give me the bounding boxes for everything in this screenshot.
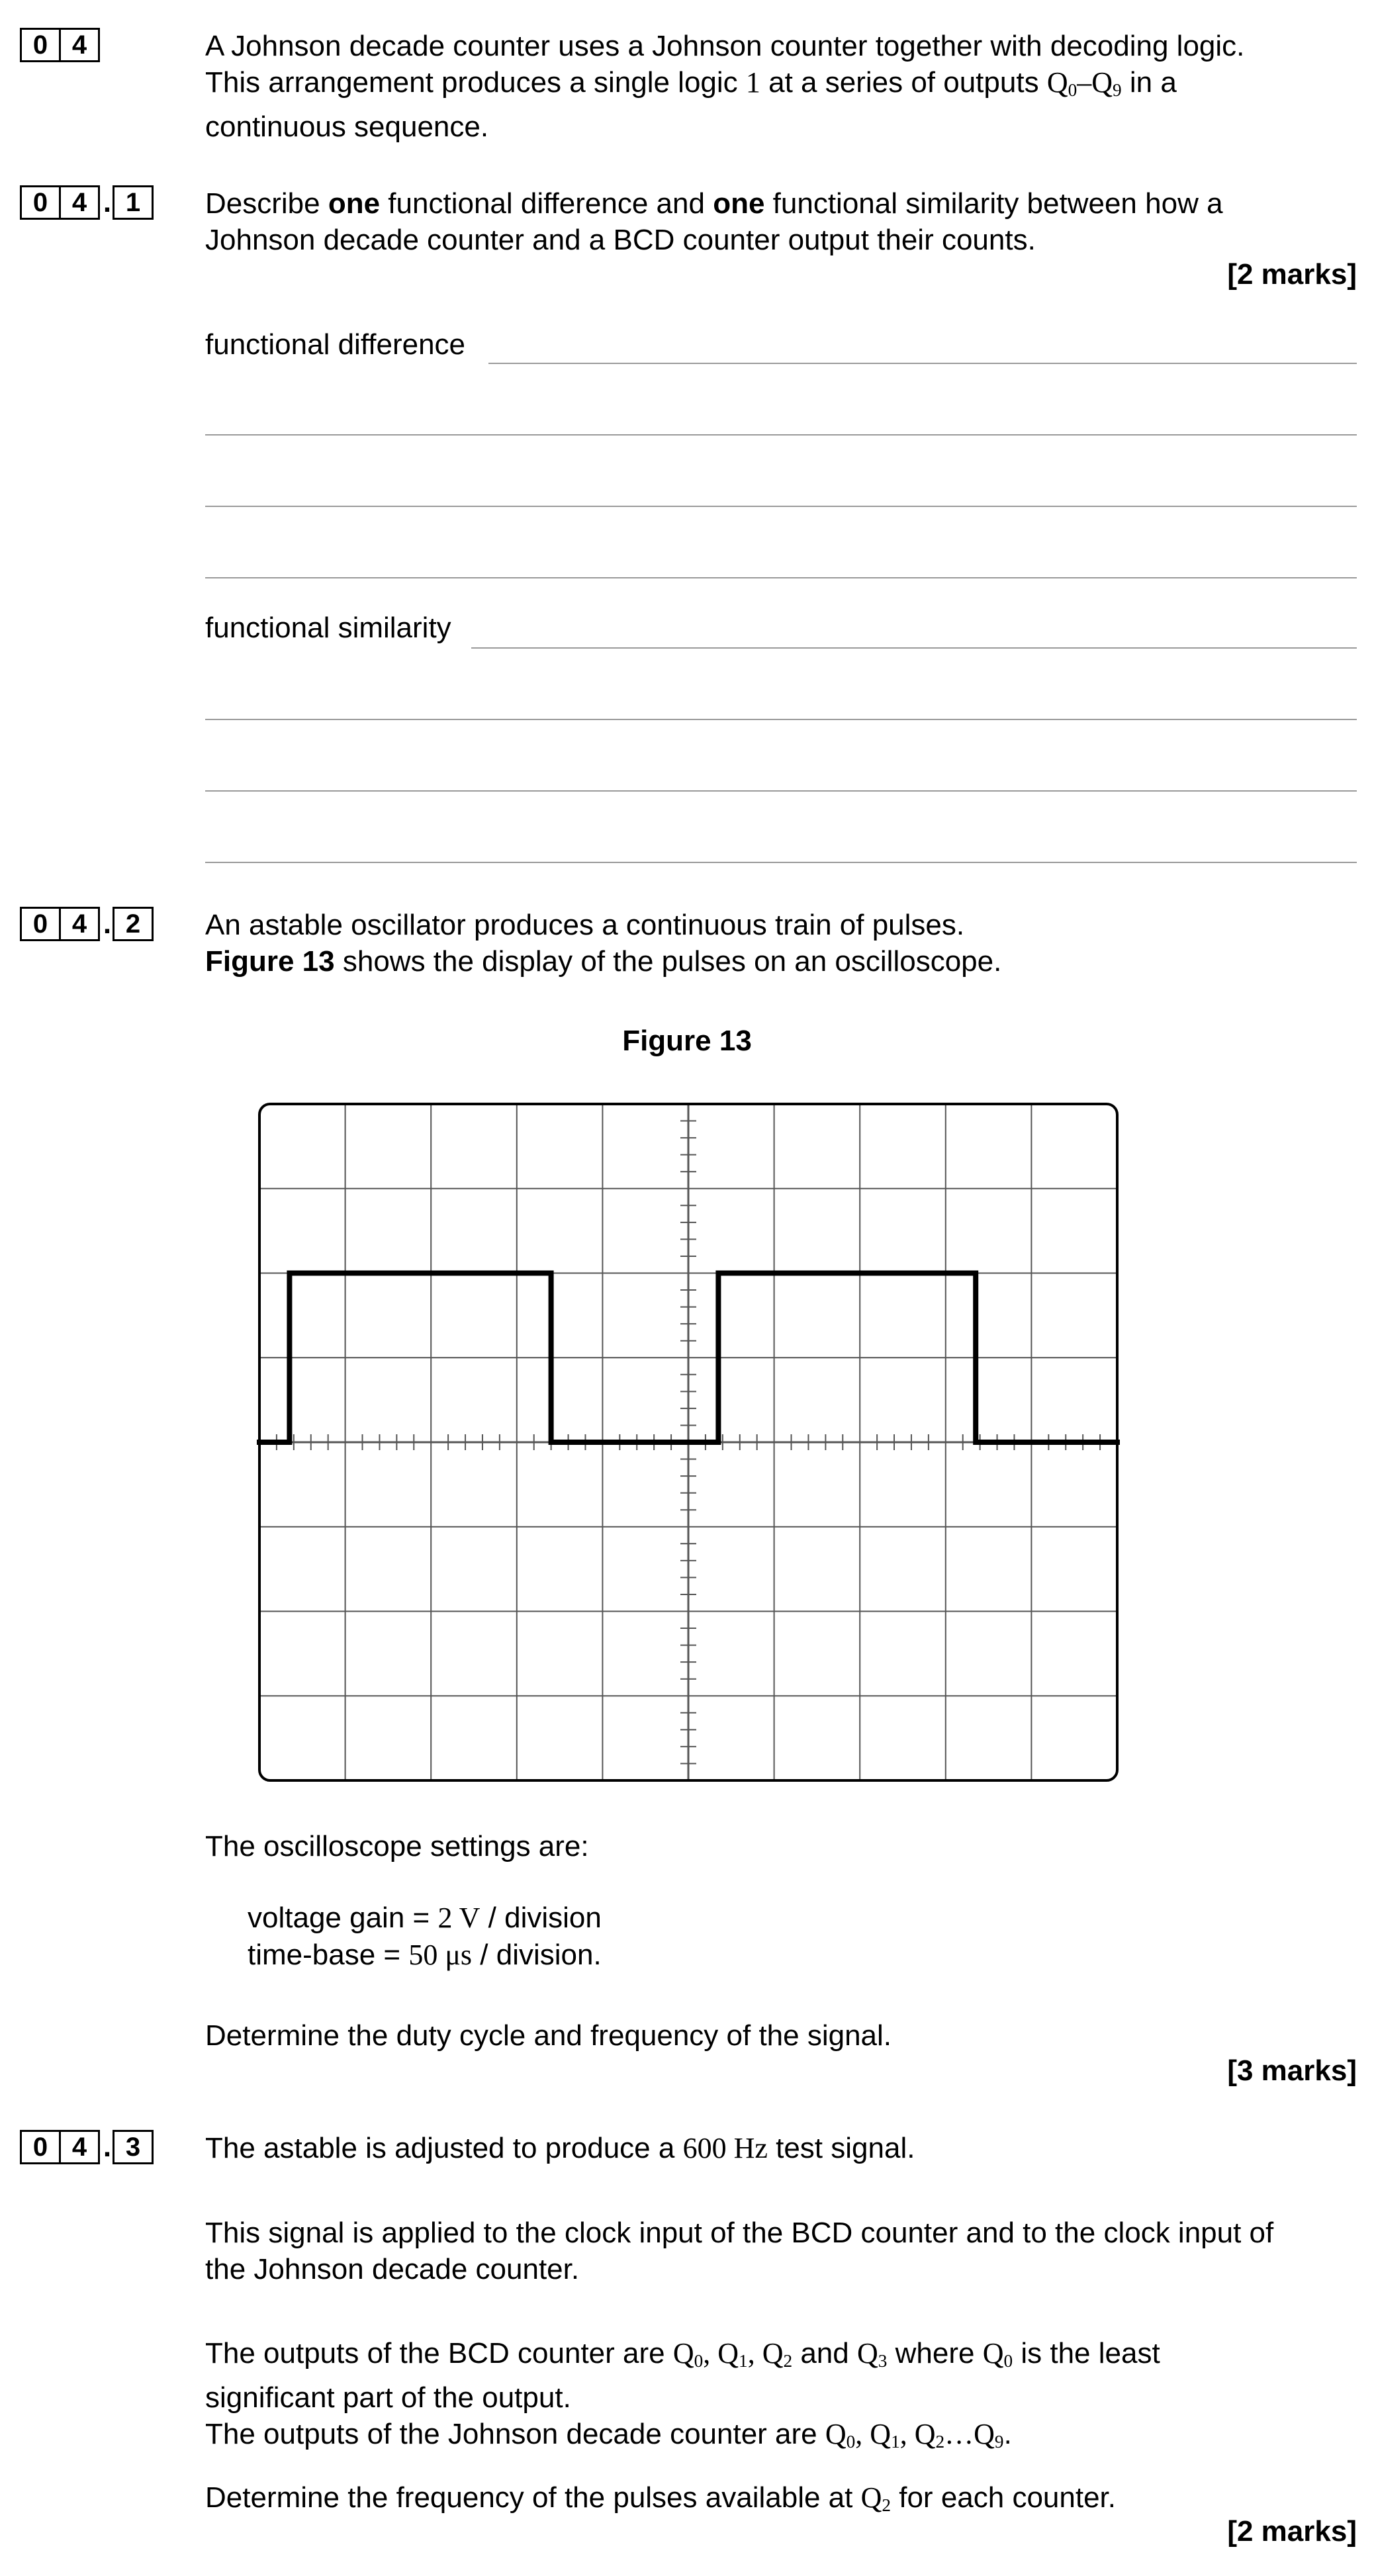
question-digit: 1 [113, 185, 154, 220]
q04-2-task: Determine the duty cycle and frequency of the signal. [205, 2019, 892, 2052]
question-dot: . [103, 186, 112, 218]
q04-1-marks: [2 marks] [1227, 258, 1357, 291]
q04-3-para4: The outputs of the Johnson decade counter are $Q_0$, $Q_1$, $Q_2\dots Q_9$. [205, 2418, 1012, 2452]
answer-line[interactable] [205, 862, 1357, 863]
question-digit: 2 [113, 907, 154, 941]
answer-line[interactable] [471, 647, 1357, 649]
label-functional-difference: functional difference [205, 328, 466, 361]
question-number-04 [20, 28, 100, 62]
q04-3-para2-line1: This signal is applied to the clock input of the BCD counter and to the clock input of [205, 2217, 1274, 2249]
figure-title: Figure 13 [622, 1025, 752, 1057]
q04-1-line1: Describe one functional difference and one functional similarity between how a [205, 187, 1223, 220]
question-digit: 3 [113, 2130, 154, 2164]
q04-3-para3-line2: significant part of the output. [205, 2381, 571, 2414]
question-digit: 0 [20, 2130, 61, 2164]
answer-line[interactable] [488, 363, 1357, 364]
q04-2-marks: [3 marks] [1227, 2054, 1357, 2087]
question-digit: 4 [59, 28, 100, 62]
answer-line[interactable] [205, 719, 1357, 720]
settings-intro: The oscilloscope settings are: [205, 1830, 589, 1863]
q04-intro-line1: A Johnson decade counter uses a Johnson counter together with decoding logic. [205, 30, 1245, 62]
q04-intro [205, 28, 1357, 145]
setting-time-base: time-base = 50 μs / division. [248, 1939, 602, 1971]
q04-3-para2-line2: the Johnson decade counter. [205, 2253, 580, 2285]
q04-2-prompt [205, 907, 1357, 980]
answer-line[interactable] [205, 434, 1357, 436]
q04-2-line1: An astable oscillator produces a continuous train of pulses. [205, 909, 965, 941]
q04-1-line2: Johnson decade counter and a BCD counter output their counts. [205, 224, 1036, 256]
question-dot: . [103, 2131, 112, 2163]
q04-3-line1: The astable is adjusted to produce a 600 Hz test signal. [205, 2132, 915, 2164]
answer-line[interactable] [205, 790, 1357, 792]
q04-3-para3-line1: The outputs of the BCD counter are $Q_0$, $Q_1$, $Q_2$ and $Q_3$ where $Q_0$ is the least [205, 2337, 1160, 2371]
q04-intro-line3: continuous sequence. [205, 111, 489, 143]
question-dot: . [103, 907, 112, 940]
q04-intro-line2: This arrangement produces a single logic 1 at a series of outputs $Q_0-Q_9$ in a [205, 66, 1177, 100]
question-number-04-1 [20, 185, 154, 220]
answer-line[interactable] [205, 577, 1357, 578]
question-digit: 4 [59, 185, 100, 220]
q04-2-line2: Figure 13 shows the display of the pulses on an oscilloscope. [205, 945, 1002, 978]
question-digit: 4 [59, 907, 100, 941]
q04-3-task: Determine the frequency of the pulses available at $Q_2$ for each counter. [205, 2481, 1117, 2515]
oscilloscope-display [0, 1099, 1374, 1787]
q04-3-marks: [2 marks] [1227, 2515, 1357, 2548]
q04-1-prompt [205, 185, 1357, 258]
question-digit: 0 [20, 28, 61, 62]
label-functional-similarity: functional similarity [205, 612, 451, 644]
question-digit: 0 [20, 185, 61, 220]
q04-3-para3 [205, 2335, 1357, 2460]
question-digit: 0 [20, 907, 61, 941]
answer-line[interactable] [205, 506, 1357, 507]
question-number-04-2 [20, 907, 154, 941]
setting-voltage-gain: voltage gain = 2 V / division [248, 1902, 602, 1934]
question-number-04-3 [20, 2130, 154, 2164]
question-digit: 4 [59, 2130, 100, 2164]
q04-3-para2 [205, 2215, 1357, 2287]
